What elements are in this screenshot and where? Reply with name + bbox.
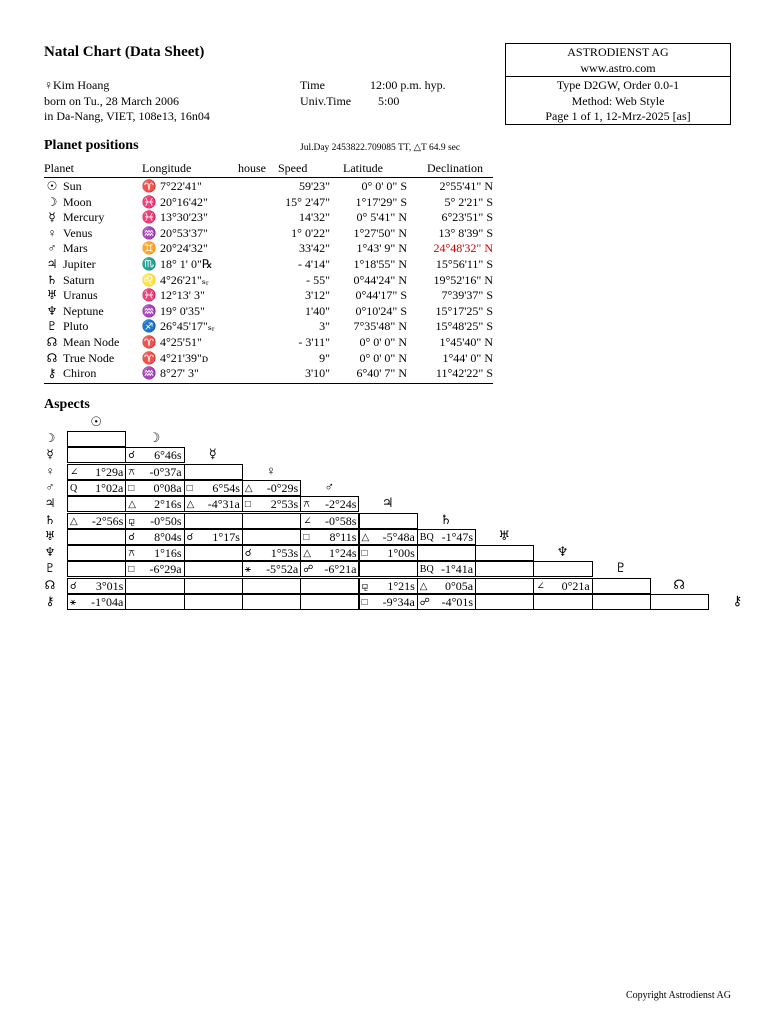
company-name: ASTRODIENST AG (567, 45, 669, 59)
speed-value: 3'10" (304, 366, 330, 381)
aspect-orb-value: -4°01s (441, 595, 474, 609)
aspect-orb-value: -4°31a (207, 497, 240, 512)
aspect-type-icon: ∠ (70, 466, 79, 478)
aspect-cell (592, 578, 651, 594)
aspect-cell (650, 594, 709, 610)
aspect-type-icon: ⚻ (128, 548, 135, 560)
aspect-row-glyph-icon: ♄ (44, 512, 56, 527)
aspect-cell (184, 464, 243, 480)
table-row (44, 225, 493, 241)
speed-value: - 55" (306, 272, 330, 287)
declination-value: 19°52'16" N (433, 272, 493, 287)
aspect-orb-value: -6°21a (324, 562, 357, 577)
aspect-type-icon: ⚹ (244, 564, 251, 576)
aspect-type-icon: □ (128, 482, 135, 494)
zodiac-sign-icon: ♒ (141, 366, 157, 381)
aspect-cell (125, 529, 184, 545)
person-name: ♀Kim Hoang (44, 78, 110, 92)
latitude-value: 1°18'55" N (353, 256, 407, 271)
declination-value: 15°48'25" S (435, 319, 493, 334)
table-row (44, 350, 493, 366)
planet-positions-heading: Planet positions (44, 138, 139, 153)
aspect-orb-value: -6°29a (149, 562, 182, 577)
aspect-cell (417, 561, 476, 577)
aspect-cell (300, 545, 359, 561)
latitude-value: 1°17'29" S (355, 194, 407, 209)
aspect-cell (125, 480, 184, 496)
declination-value: 6°23'51" S (441, 210, 493, 225)
planet-glyph-icon: ♇ (46, 319, 58, 334)
aspect-cell (533, 561, 592, 577)
planet-rows (44, 178, 493, 381)
longitude-value: 26°45'17"ₛᵣ (160, 319, 215, 334)
aspect-orb-value: 6°46s (154, 448, 182, 463)
aspect-cell (67, 545, 126, 561)
planet-name: Jupiter (63, 256, 96, 271)
astrodienst-info-box (505, 43, 731, 125)
col-declination: Declination (427, 161, 483, 175)
zodiac-sign-icon: ♒ (141, 225, 157, 240)
aspect-orb-value: -9°34a (382, 595, 415, 609)
aspect-cell (67, 480, 126, 496)
aspect-col-glyph-icon: ♆ (556, 544, 569, 560)
aspect-orb-value: 1°17s (212, 529, 240, 544)
aspect-orb-value: -5°52a (266, 562, 299, 577)
univ-time-label: Univ.Time (300, 93, 352, 108)
time-info (300, 78, 446, 109)
table-row (44, 334, 493, 350)
aspect-cell (300, 561, 359, 577)
aspect-col-glyph-icon: ♇ (615, 560, 627, 576)
aspect-orb-value: -1°41a (440, 562, 474, 577)
aspects-heading: Aspects (44, 397, 90, 412)
planet-name: Mercury (63, 210, 105, 225)
aspect-col-glyph-icon: ☽ (148, 430, 161, 445)
longitude-value: 8°27' 3" (160, 366, 199, 381)
aspect-col-glyph-icon: ♃ (381, 495, 394, 511)
aspect-type-icon: ⚼ (128, 515, 136, 527)
aspect-row-glyph-icon: ♃ (44, 496, 56, 511)
zodiac-sign-icon: ♏ (141, 256, 157, 271)
aspect-cell (242, 545, 301, 561)
aspect-type-icon: □ (128, 564, 135, 576)
aspect-orb-value: -1°47s (441, 529, 474, 544)
aspect-col-glyph-icon: ♀ (266, 462, 276, 478)
aspect-orb-value: -2°24s (325, 497, 357, 512)
planet-name: Pluto (63, 319, 89, 334)
aspect-cell (242, 561, 301, 577)
aspect-orb-value: -0°58s (325, 513, 357, 528)
col-longitude: Longitude (142, 161, 192, 175)
aspect-type-icon: ☍ (419, 597, 430, 608)
aspect-type-icon: □ (303, 531, 310, 543)
aspect-cell (184, 561, 243, 577)
aspect-row-glyph-icon: ♆ (44, 545, 56, 560)
table-row (44, 318, 493, 334)
planet-glyph-icon: ☊ (46, 334, 58, 349)
latitude-value: 0° 0' 0" N (359, 334, 407, 349)
aspect-cell (67, 447, 126, 463)
speed-value: 1'40" (304, 303, 330, 318)
zodiac-sign-icon: ♓ (141, 194, 157, 209)
aspect-cell (475, 594, 534, 610)
aspect-type-icon: ☌ (244, 548, 252, 560)
website-link[interactable]: www.astro.com (580, 60, 656, 75)
speed-value: 15° 2'47" (285, 194, 330, 209)
longitude-value: 20°16'42" (160, 194, 208, 209)
aspect-row-glyph-icon: ⚷ (45, 594, 55, 608)
birth-place: in Da-Nang, VIET, 108e13, 16n04 (44, 109, 210, 123)
aspect-cell (125, 545, 184, 561)
aspect-cell (242, 529, 301, 545)
table-header (44, 160, 493, 178)
planet-name: Sun (63, 179, 82, 193)
aspect-type-icon: ☌ (186, 531, 194, 543)
aspect-cell (300, 594, 359, 610)
planet-name: Mars (63, 241, 88, 256)
declination-value: 24°48'32" N (433, 241, 493, 256)
aspect-cell (592, 594, 651, 610)
aspect-cell (184, 578, 243, 594)
aspect-cell (359, 594, 418, 610)
aspect-type-icon: □ (186, 482, 193, 494)
longitude-value: 12°13' 3" (160, 288, 205, 303)
planet-name: Moon (63, 194, 92, 209)
aspect-cell (475, 545, 534, 561)
latitude-value: 0° 0' 0" S (361, 179, 407, 193)
aspect-cell (184, 496, 243, 512)
aspect-orb-value: 2°53s (270, 497, 299, 512)
aspect-cell (242, 496, 301, 512)
page-title: Natal Chart (Data Sheet) (44, 44, 205, 60)
aspect-cell (67, 594, 126, 610)
aspect-cell (300, 496, 359, 512)
aspect-type-icon: □ (361, 548, 368, 560)
aspect-row-glyph-icon: ☊ (44, 577, 56, 592)
time-value: 12:00 p.m. hyp. (370, 78, 446, 92)
aspect-row-glyph-icon: ♇ (44, 561, 56, 576)
aspect-type-icon: △ (128, 499, 136, 511)
planet-name: True Node (63, 350, 115, 365)
aspect-orb-value: -0°29s (266, 480, 299, 495)
aspect-type-icon: ☍ (303, 564, 314, 576)
aspect-orb-value: 1°02a (95, 480, 124, 495)
birth-date: born on Tu., 28 March 2006 (44, 93, 180, 108)
planet-glyph-icon: ☿ (48, 210, 56, 225)
aspect-cell (417, 578, 476, 594)
longitude-value: 20°53'37" (160, 225, 208, 240)
aspect-cell (300, 529, 359, 545)
latitude-value: 0° 0' 0" N (359, 350, 407, 365)
speed-value: 1° 0'22" (291, 225, 330, 240)
speed-value: 3'12" (304, 288, 330, 303)
aspect-cell (67, 431, 126, 447)
aspect-col-glyph-icon: ☊ (673, 576, 685, 592)
aspect-type-icon: ☌ (128, 531, 136, 543)
aspect-cell (242, 480, 301, 496)
latitude-value: 1°27'50" N (353, 225, 407, 240)
aspect-cell (67, 529, 126, 545)
latitude-value: 0°44'17" S (355, 288, 407, 303)
aspect-col-glyph-icon: ☿ (208, 446, 217, 462)
longitude-value: 20°24'32" (160, 241, 208, 256)
aspect-cell (533, 578, 592, 594)
planet-glyph-icon: ♂ (47, 241, 57, 256)
aspect-type-icon: △ (186, 499, 195, 511)
aspect-type-icon: ⚼ (361, 580, 369, 592)
aspect-orb-value: -2°56s (91, 513, 124, 528)
aspect-cell (475, 578, 534, 594)
aspect-orb-value: 1°21s (387, 578, 415, 593)
aspect-cell (67, 561, 126, 577)
aspect-type-icon: ☌ (70, 580, 77, 592)
aspect-orb-value: 8°11s (329, 529, 357, 544)
aspect-type-icon: △ (244, 482, 253, 494)
aspect-cell (67, 578, 126, 594)
planet-glyph-icon: ☽ (46, 194, 58, 209)
speed-value: - 4'14" (297, 256, 330, 271)
latitude-value: 0°44'24" N (353, 272, 407, 287)
aspect-orb-value: 1°29a (95, 464, 124, 479)
col-latitude: Latitude (343, 161, 383, 175)
latitude-value: 0°10'24" S (355, 303, 407, 318)
page-info: Page 1 of 1, 12-Mrz-2025 [as] (545, 109, 691, 123)
longitude-value: 7°22'41" (160, 179, 202, 193)
aspect-type-icon: △ (70, 515, 78, 527)
aspect-cell (359, 545, 418, 561)
aspect-cell (242, 513, 301, 529)
planet-glyph-icon: ♄ (46, 272, 58, 287)
aspect-cell (125, 496, 184, 512)
person-info (44, 78, 210, 125)
aspect-cell (475, 561, 534, 577)
speed-value: 9" (319, 350, 330, 365)
aspect-cell (125, 447, 184, 463)
aspect-orb-value: 1°24s (329, 546, 357, 561)
declination-value: 5° 2'21" S (444, 194, 493, 209)
speed-value: - 3'11" (298, 334, 330, 349)
aspect-row-glyph-icon: ♅ (44, 528, 56, 543)
aspect-cell (417, 545, 476, 561)
aspect-orb-value: -0°37a (149, 464, 182, 479)
aspect-cell (242, 594, 301, 610)
aspect-cell (67, 513, 126, 529)
aspect-cell (533, 594, 592, 610)
aspect-type-icon: ⚹ (70, 597, 76, 608)
planet-name: Neptune (63, 303, 104, 318)
zodiac-sign-icon: ♌ (141, 272, 157, 287)
aspect-type-icon: □ (361, 597, 368, 608)
aspect-orb-value: 3°01s (95, 578, 124, 593)
zodiac-sign-icon: ♐ (141, 319, 157, 334)
table-row (44, 272, 493, 288)
declination-value: 11°42'22" S (435, 366, 493, 381)
col-speed: Speed (278, 161, 308, 175)
declination-value: 1°45'40" N (439, 334, 493, 349)
table-row (44, 303, 493, 319)
aspect-cell (184, 480, 243, 496)
speed-value: 14'32" (298, 210, 330, 225)
aspect-cell (242, 578, 301, 594)
zodiac-sign-icon: ♓ (141, 288, 157, 303)
aspect-cell (125, 464, 184, 480)
longitude-value: 4°26'21"ₛᵣ (160, 272, 209, 287)
aspect-cell (417, 529, 476, 545)
latitude-value: 6°40' 7" N (356, 366, 407, 381)
aspect-col-glyph-icon: ☉ (90, 414, 102, 429)
declination-value: 7°39'37" S (441, 288, 493, 303)
latitude-value: 1°43' 9" N (356, 241, 407, 256)
planet-glyph-icon: ♅ (46, 288, 58, 303)
copyright: Copyright Astrodienst AG (625, 990, 731, 1001)
zodiac-sign-icon: ♒ (141, 303, 157, 318)
col-planet: Planet (44, 161, 74, 175)
time-label: Time (300, 78, 325, 92)
aspect-cell (359, 561, 418, 577)
aspect-row-glyph-icon: ♂ (45, 479, 55, 494)
table-row (44, 287, 493, 303)
aspect-type-icon: □ (244, 499, 251, 511)
latitude-value: 0° 5'41" N (356, 210, 407, 225)
planet-glyph-icon: ☊ (46, 350, 58, 365)
aspect-orb-value: -5°48a (382, 529, 415, 544)
aspect-cell (184, 545, 243, 561)
longitude-value: 4°21'39"ᴅ (160, 350, 209, 365)
chart-type: Type D2GW, Order 0.0-1 (556, 78, 680, 92)
longitude-value: 19° 0'35" (160, 303, 205, 318)
aspect-orb-value: -0°50s (150, 513, 182, 528)
col-house: house (238, 161, 266, 175)
aspect-cell (67, 464, 126, 480)
aspect-col-glyph-icon: ♂ (324, 478, 335, 494)
speed-value: 33'42" (298, 241, 330, 256)
table-row (44, 365, 493, 381)
aspect-cell (184, 594, 243, 610)
aspect-type-icon: BQ (419, 564, 434, 576)
planet-glyph-icon: ⚷ (47, 366, 57, 381)
declination-value: 15°56'11" S (435, 256, 493, 271)
zodiac-sign-icon: ♈ (141, 350, 157, 365)
aspect-orb-value: 2°16s (154, 497, 182, 512)
aspect-orb-value: -1°04a (91, 595, 124, 609)
aspect-type-icon: ∠ (303, 515, 312, 527)
aspect-cell (359, 578, 418, 594)
aspect-orb-value: 8°04s (154, 529, 182, 544)
planet-name: Uranus (63, 288, 98, 303)
aspect-cell (125, 561, 184, 577)
univ-time-value: 5:00 (378, 93, 400, 108)
zodiac-sign-icon: ♈ (141, 179, 157, 193)
aspect-type-icon: △ (303, 548, 311, 560)
aspect-type-icon: ∠ (536, 580, 545, 592)
aspect-type-icon: Q (70, 482, 78, 494)
aspect-orb-value: 0°08a (153, 480, 182, 495)
longitude-value: 18° 1' 0"℞ (160, 256, 213, 271)
planet-name: Venus (63, 225, 93, 240)
aspect-cell (125, 594, 184, 610)
longitude-value: 13°30'23" (160, 210, 208, 225)
aspect-col-glyph-icon: ♄ (440, 511, 452, 527)
zodiac-sign-icon: ♓ (141, 210, 157, 225)
julian-day: Jul.Day 2453822.709085 TT, △T 64.9 sec (300, 143, 461, 153)
declination-value: 2°55'41" N (439, 179, 493, 193)
aspect-type-icon: ☌ (128, 450, 136, 462)
declination-value: 13° 8'39" S (438, 225, 493, 240)
aspect-type-icon: △ (361, 531, 370, 543)
aspect-cell (125, 578, 184, 594)
aspect-col-glyph-icon: ♅ (498, 527, 511, 543)
aspect-type-icon: △ (419, 580, 428, 592)
aspect-orb-value: 0°21a (561, 578, 590, 593)
latitude-value: 7°35'48" N (353, 319, 407, 334)
aspect-type-icon: BQ (419, 531, 434, 543)
planet-positions-table (44, 160, 493, 384)
aspect-orb-value: 1°00s (387, 546, 415, 561)
aspect-cell (417, 594, 476, 610)
aspect-orb-value: 1°16s (154, 546, 182, 561)
aspect-cell (67, 496, 126, 512)
declination-value: 1°44' 0" N (442, 350, 493, 365)
speed-value: 3" (319, 319, 330, 334)
planet-glyph-icon: ♀ (47, 225, 57, 240)
aspect-cell (125, 513, 184, 529)
aspect-row-glyph-icon: ☽ (44, 431, 56, 445)
aspect-col-glyph-icon: ⚷ (732, 593, 743, 608)
table-row (44, 178, 493, 194)
table-row (44, 194, 493, 210)
planet-name: Chiron (63, 366, 97, 381)
table-row (44, 240, 493, 256)
aspect-row-glyph-icon: ♀ (45, 463, 55, 478)
table-row (44, 256, 493, 272)
aspect-orb-value: 0°05a (444, 578, 474, 593)
aspect-row-glyph-icon: ☿ (46, 447, 54, 462)
table-row (44, 209, 493, 225)
planet-name: Saturn (63, 272, 95, 287)
aspect-type-icon: ⚻ (128, 466, 135, 478)
aspect-cell (184, 513, 243, 529)
aspect-cell (359, 529, 418, 545)
declination-value: 15°17'25" S (435, 303, 493, 318)
planet-name: Mean Node (63, 334, 120, 349)
aspect-orb-value: 6°54s (212, 480, 240, 495)
planet-glyph-icon: ♃ (46, 256, 58, 271)
longitude-value: 4°25'51" (160, 334, 202, 349)
aspect-cell (300, 578, 359, 594)
aspect-type-icon: ⚻ (303, 499, 310, 511)
aspect-cell (184, 529, 243, 545)
aspect-cell (300, 513, 359, 529)
aspect-orb-value: 1°53s (270, 546, 299, 561)
chart-method: Method: Web Style (571, 93, 665, 108)
planet-glyph-icon: ♆ (46, 303, 58, 318)
aspect-cell (359, 513, 418, 529)
planet-glyph-icon: ☉ (46, 179, 58, 193)
speed-value: 59'23" (298, 179, 330, 193)
zodiac-sign-icon: ♊ (141, 241, 157, 256)
zodiac-sign-icon: ♈ (141, 334, 157, 349)
